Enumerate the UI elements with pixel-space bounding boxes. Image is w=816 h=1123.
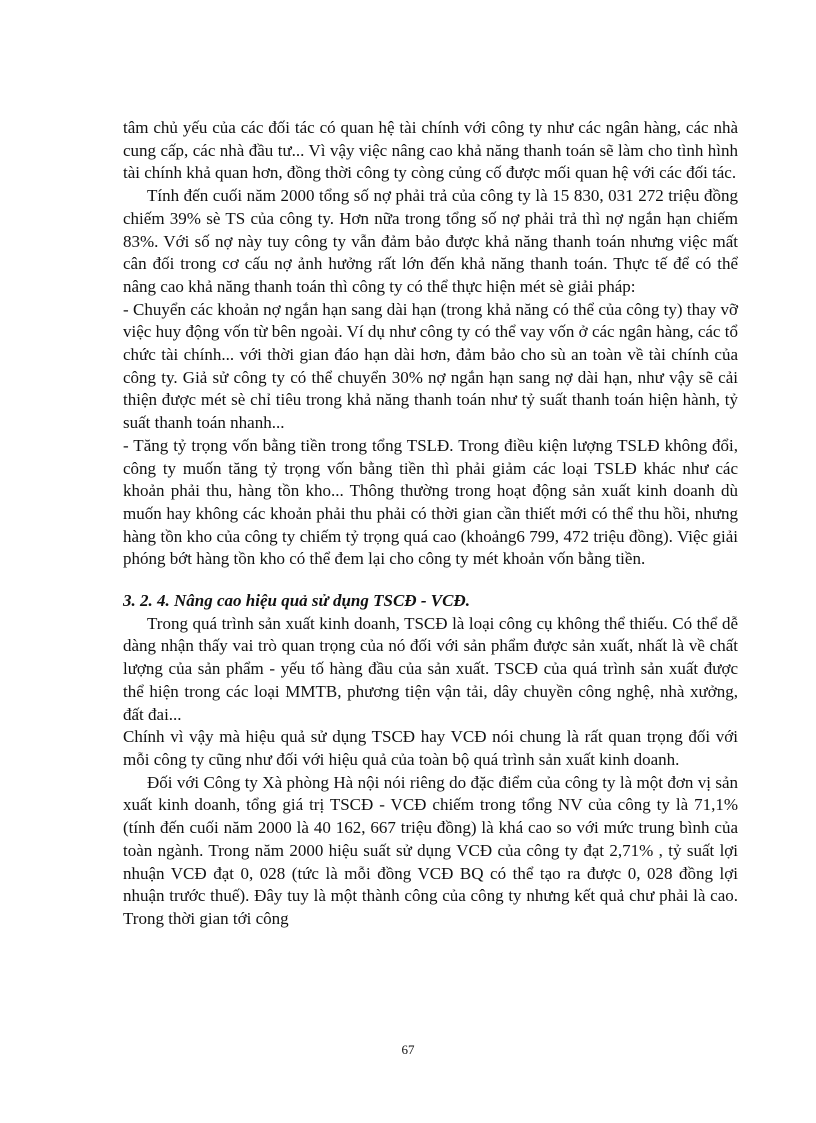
- paragraph-continuation: tâm chủ yếu của các đối tác có quan hệ tài chính với công ty như các ngân hàng, các nhà cung cấp, các nhà đầu tư... Vì vậy việc nâng cao khả năng thanh toán sẽ làm cho tình hình tài chính khả quan hơn, đồng thời công ty còng củng cố được mối quan hệ với các đối tác.: [123, 118, 738, 183]
- page-number: 67: [401, 1042, 415, 1057]
- bullet-convert-short-term-debt: - Chuyển các khoản nợ ngắn hạn sang dài hạn (trong khả năng có thể của công ty) thay vỡ việc huy động vốn từ bên ngoài. Ví dụ như công ty có thể vay vốn ở các ngân hàng, các tổ chức tài chính... với thời gian đáo hạn dài hơn, đảm bảo cho sù an toàn về tài chính của công ty. Giả sử công ty có thể chuyển 30% nợ ngắn hạn sang nợ dài hạn, như vậy sẽ cải thiện được mét sè chỉ tiêu trong khả năng thanh toán như tỷ suất thanh toán hiện hành, tỷ suất thanh toán nhanh...: [123, 299, 738, 433]
- paragraph-fixed-assets-role: Trong quá trình sản xuất kinh doanh, TSCĐ là loại công cụ không thể thiếu. Có thể dễ dàng nhận thấy vai trò quan trọng của nó đối với sản phẩm được sản xuất, nhất là về chất lượng của sản phẩm - yếu tố hàng đầu của sản xuất. TSCĐ của quá trình sản xuất được thể hiện trong các loại MMTB, phương tiện vận tải, dây chuyền công nghệ, nhà xưởng, đất đai...: [123, 613, 738, 724]
- document-body: [123, 117, 738, 931]
- bullet-increase-cash-ratio: - Tăng tỷ trọng vốn bằng tiền trong tổng TSLĐ. Trong điều kiện lượng TSLĐ không đổi, công ty muốn tăng tỷ trọng vốn bằng tiền thì phải giảm các loại TSLĐ khác như các khoản phải thu, hàng tồn kho... Thông thường trong hoạt động sản xuất kinh doanh dù muốn hay không các khoản phải thu phải có thời gian cần thiết mới có thể thu hồi, nhưng hàng tồn kho của công ty chiếm tỷ trọng quá cao (khoảng6 799, 472 triệu đồng). Việc giải phóng bớt hàng tồn kho có thể đem lại cho công ty mét khoản vốn bằng tiền.: [123, 435, 738, 569]
- section-heading: 3. 2. 4. Nâng cao hiệu quả sử dụng TSCĐ - VCĐ.: [123, 591, 470, 611]
- paragraph-company-fixed-assets: Đối với Công ty Xà phòng Hà nội nói riêng do đặc điểm của công ty là một đơn vị sản xuất kinh doanh, tổng giá trị TSCĐ - VCĐ chiếm trong tổng NV của công ty là 71,1% (tính đến cuối năm 2000 là 40 162, 667 triệu đồng) là khá cao so với mức trung bình của toàn ngành. Trong năm 2000 hiệu suất sử dụng VCĐ của công ty đạt 2,71% , tỷ suất lợi nhuận VCĐ đạt 0, 028 (tức là mỗi đồng VCĐ BQ có thể tạo ra được 0, 028 đồng lợi nhuận trước thuế). Đây tuy là một thành công của công ty nhưng kết quả chư phải là cao. Trong thời gian tới công: [123, 772, 738, 928]
- paragraph-debt-summary: Tính đến cuối năm 2000 tổng số nợ phải trả của công ty là 15 830, 031 272 triệu đồng chiếm 39% sè TS của công ty. Hơn nữa trong tổng số nợ phải trả thì nợ ngắn hạn chiếm 83%. Với số nợ này tuy công ty vẫn đảm bảo được khả năng thanh toán nhưng việc mất cân đối trong cơ cấu nợ ảnh hưởng rất lớn đến khả năng thanh toán. Thực tế để có thể nâng cao khả năng thanh toán thì công ty có thể thực hiện mét sè giải pháp:: [123, 186, 738, 296]
- paragraph-fixed-assets-importance: Chính vì vậy mà hiệu quả sử dụng TSCĐ hay VCĐ nói chung là rất quan trọng đối với mỗi công ty cũng như đối với hiệu quả của toàn bộ quá trình sản xuất kinh doanh.: [123, 727, 738, 769]
